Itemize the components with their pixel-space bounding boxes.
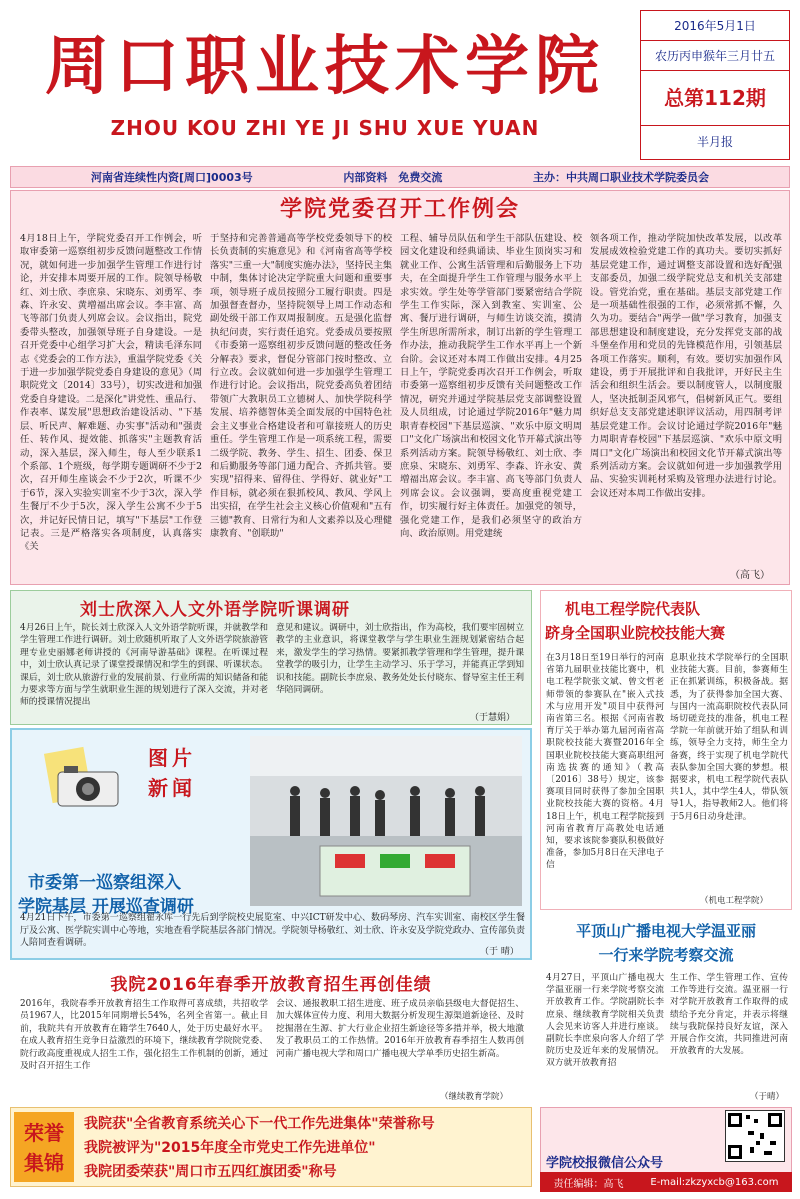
mechatronics-col1: 在3月18日至19日举行的河南省第九届职业技能比赛中，机电工程学院张文斌、曾文哲老师带领的参赛队在"嵌入式技术与应用开发"项目中获得河南省第三名。根据《河南省教育厅关于举办第九届河南省高职院校技能大赛暨2016年全国职业院校技能大赛高职组河南选拔赛的通知》（教高〔2016〕38号）规定，该参赛项目同时获得了参加全国职业院校技能大赛的资格。4月18日上午，机电工程学院接到河南省教育厅高教处电话通知，要求该院参赛队积极做好准备，参加5月8日在天津电子信 (546, 653, 664, 871)
enrollment-col1: 2016年，我院春季开放教育招生工作取得可喜成绩，共招收学员1967人，比2015年同期增长54%，名列全省第一。截止目前，我院共有开放教育在籍学生7640人，处于历史最好水平。在成人教育招生竞争日益激烈的环境下，继续教育学院院党委、院行政高度重视成人招生工作，强化招生工作机制的创新，通过及时召开招生工作 (20, 999, 268, 1072)
publisher: 主办：中共周口职业技术学院委员会 (532, 171, 709, 184)
license-number: 河南省连续性内资[周口]0003号 (91, 171, 253, 184)
teaching-research-byline: （于慧娟） (470, 713, 516, 723)
contact-email[interactable]: E-mail:zkzyxcb@163.com (650, 1176, 779, 1188)
lead-column-4: 领各项工作，推动学院加快改革发展，以改革发展成效检验党建工作的真功夫。要切实抓好基层党建工作，通过调整支部设置和选好配强支部委员，加强二级学院党总支和机关支部建设。管党治党，重在基础。基层支部党建工作是一项基础性很强的工作，必须常抓不懈，久久为功。要结合"两学一做"学习教育，加强支部思想建设和制度建设，充分发挥党支部的战斗堡垒作用和党员的先锋模范作用，引领基层各项工作落实。顺利，有效。要切实加强作风建设，勇于开展批评和自我批评，开好民主生活会和组织生活会。要以制度管人，以制度服人，坚决抵制歪风邪气，倡树新风正气。要组织好总支支部党建述职评议活动，用四制考评基层党建工作。会议讨论通过学院2016年"魅力周职青春校园"下基层巡演、"欢乐中原文明周口"文化广场演出和校园文化节开幕式演出等系列活动方案。会议就如何进一步加强教学用品、实验实训耗材采购及管理办法进行讨论。会议还对本周工作做出安排。 (590, 233, 782, 499)
info-bar (10, 166, 790, 188)
lead-column-2: 于坚持和完善普通高等学校党委领导下的校长负责制的实施意见》和《河南省高等学校落实"三重一大"制度实施办法》，坚持民主集中制，集体讨论决定学院重大问题和重要事项，领导班子成员按照分工履行职责。四是加强督查督办，坚持院领导上周工作动态和副处级干部工作双周报制度。五是强化监督执纪问责，实行责任追究。党委成员要按照《市委第一巡察组初步反馈问题的整改任务分解表》要求，督促分管部门按时整改、立行立改。会议就如何进一步加强学生管理工作进行讨论。会议指出，院党委高负着团结带领广大教职员工立德树人、加快学院科学发展、培养德智体美全面发展的中国特色社会主义事业合格建设者和可靠接班人的历史重任。学生管理工作是一项系统工程，需要二级学院、教务、学生、招生、团委、保卫和后勤服务等部门通力配合、齐抓共管。要实现"招得来、留得住、学得好、就业好"工作目标，就必须在狠抓校风、教风、学风上出实招，在学生社会主义核心价值观和"五有三德"教育、日常行为和人文素养以及心理健康教育、"创联助" (210, 233, 392, 539)
mechatronics-col2: 息职业技术学院举行的全国职业技能大赛。目前，参赛师生正在抓紧训练，积极备战。据悉，为了获得参加全国大赛、与国内一流高职院校代表队同场切磋竞技的准备，机电工程学院一年前就开始了组队和训练，领导全力支持，师生全力备赛，终于实现了机电学院代表队参加全国大赛的梦想。根据要求，机电工程学院代表队共1人，其中学生4人，带队领导1人，指导教师2人。他们将于5月6日动身赴津。 (670, 653, 788, 822)
photo-news-caption: 4月21日下午，市委第一巡察组翟永库一行先后到学院校史展览室、中兴ICT研发中心、数码琴房、汽车实训室、南校区学生餐厅及公寓、医学院实训中心等地，实地查看学院基层各部门情况。学院领导杨敬红、刘士欣、许永安及学院党政办、宣传部负责人陪同查看调研。 (20, 913, 525, 949)
enrollment-col2: 会议、通报教职工招生进度、班子成员亲临县级电大督促招生、加大媒体宣传力度、利用大数据分析发现生源渠道新途径、及时挖掘潜在生源、扩大行业企业招生新途径等多措并举，极大地激发了教职员工的工作热情。2016年开放教育春季招生人数再创河南广播电视大学和周口广播电视大学单季历史招生新高。 (276, 999, 524, 1059)
publish-period: 半月报 (696, 135, 733, 149)
lead-article-title: 学院党委召开工作例会 (279, 196, 520, 222)
honors-list (84, 1112, 530, 1184)
honors-label-2: 集锦 (24, 1151, 64, 1175)
photo-news-label-2: 新闻 (148, 776, 196, 800)
photo-news-byline: （于 晴） (480, 947, 519, 957)
enrollment-title: 我院2016年春季开放教育招生再创佳绩 (110, 975, 432, 995)
issue-date: 2016年5月1日 (641, 11, 789, 41)
wechat-label: 学院校报微信公众号 (546, 1156, 664, 1171)
masthead-title: 周口职业技术学院 (45, 30, 605, 104)
photo-news-label-1: 图片 (148, 746, 196, 770)
radio-tv-byline: （于晴） (750, 1092, 785, 1102)
honors-badge (14, 1112, 74, 1182)
enrollment-byline: （继续教育学院） (440, 1092, 509, 1102)
lunar-date: 农历丙申猴年三月廿五 (641, 41, 789, 71)
honor-item: 我院被评为"2015年度全市党史工作先进单位" (84, 1140, 376, 1156)
lead-column-3: 工程、辅导员队伍和学生干部队伍建设、校园文化建设和经典诵读、毕业生顶岗实习和就业工作、公寓生活管理和后勤服务上下功夫，在全面提升学生工作管理与服务水平上求实效。学生处等学管部门要紧密结合学院学生工作实际，深入到教室、实训室、公寓、餐厅进行调研，与师生访谈交流，摸清学生所思所需所求，制订出新的学生管理工作办法，推动我院学生工作水平再上一个新台阶。会议还对本周工作做出安排。4月25日上午，学院党委再次召开工作例会，听取市委第一巡察组初步反馈有关问题整改工作情况，研究并通过学院基层党支部调整设置及人员组成，讨论通过学院2016年"魅力周职青春校园"下基层巡演、"欢乐中原文明周口"文化广场演出和校园文化节开幕式演出等系列活动方案。院领导杨敬红、刘士欣、李庶泉、宋晓东、刘勇军、李森、许永安、黄増福出席会议。李丰富、高飞等部门负责人列席会议。会议强调，要高度重视党建工作，切实履行好主体责任。加强党的领导，强化党建工作，是我们必须坚守的政治方向、政治原则。用党建统 (400, 233, 582, 539)
inspection-photo (250, 736, 522, 906)
distribution-note: 内部资料 免费交流 (343, 171, 443, 184)
mechatronics-title-1: 机电工程学院代表队 (565, 600, 701, 618)
lead-column-1: 4月18日上午，学院党委召开工作例会，听取审委第一巡察组初步反馈问题整改工作情况，就如何进一步加强学生管理工作进行讨论，并安排本周要开展的工作。院领导杨敬红、刘士欣、李庶泉、宋晓东、刘勇军、李森、许永安、黄増福出席会议。李丰富、高飞等部门负责人列席会议。会议指出，院党委带头整改，加强领导班子自身建设。一是召开党委中心组学习扩大会，精读毛泽东同志《党委会的工作方法》，重温学院党委《关于进一步加强学院党委自身建设的意见》（周职院党文〔2014〕33号），切实改进和加强党委自身建设。二是深化"讲党性、重品行、作表率、谋发展"思想政治建设活动、"下基层、听民声、解难题、办实事"活动和"强责任、转作风、提效能、抓落实"主题教育活动，深入基层，深入师生，每人至少联系1个系部、1个班级，每学期专题调研不少于2次，召开师生座谈会不少于2次，听课不少于6节，深入实验实训室不少于3次，深入学生餐厅不少于5次，深入学生公寓不少于5次，并记好民情日记，填写"下基层"工作登记表。三是严格落实各项制度，认真落实《关 (20, 233, 202, 553)
photo-news-title-2: 学院基层 开展巡查调研 (18, 897, 194, 917)
honor-item: 我院团委荣获"周口市五四红旗团委"称号 (84, 1164, 337, 1180)
radio-tv-title-2: 一行来学院考察交流 (598, 946, 734, 964)
teaching-research-col2: 意见和建议。调研中，刘士欣指出，作为高校，我们要牢固树立教学的主业意识，将课堂教学与学生职业生涯规划紧密结合起来，激发学生的学习热情。要紧抓教学管理和学生管理，提升课堂教学的吸引力，让学生主动学习、乐于学习，并能真正学到知识和技能。副院长李庶泉、教务处处长付晓东、督导室主任王利华陪同调研。 (276, 623, 524, 696)
honors-label-1: 荣誉 (24, 1121, 64, 1145)
masthead-pinyin: ZHOU KOU ZHI YE JI SHU XUE YUAN (110, 116, 540, 140)
issue-info-box (640, 10, 790, 160)
honor-item: 我院获"全省教育系统关心下一代工作先进集体"荣誉称号 (84, 1116, 435, 1132)
radio-tv-title-1: 平顶山广播电视大学温亚丽 (575, 922, 756, 940)
radio-tv-col2: 生工作、学生管理工作、宣传工作等进行交流。温亚丽一行对学院开放教育工作取得的成绩给予充分肯定，并表示将继续与我院保持良好友谊，深入开展合作交流，共同推进河南开放教育的大发展。 (670, 973, 788, 1057)
lead-byline: （高飞） (730, 570, 770, 581)
mechatronics-byline: （机电工程学院） (700, 896, 769, 906)
issue-number: 总第112期 (641, 71, 789, 126)
teaching-research-title: 刘士欣深入人文外语学院听课调研 (80, 600, 350, 620)
photo-news-title-1: 市委第一巡察组深入 (28, 873, 181, 893)
qr-code-icon[interactable] (725, 1110, 785, 1162)
mechatronics-title-2: 跻身全国职业院校技能大赛 (545, 624, 726, 642)
teaching-research-col1: 4月26日上午，院长刘士欣深入人文外语学院听课，并就教学和学生管理工作进行调研。刘士欣随机听取了人文外语学院旅游管理专业史丽娜老师讲授的《河南导游基础》课程。在听课过程中，刘士欣认真记录了课堂授课情况和学生的到课、听课状态。课后，刘士欣从旅游行业的发展前景、行业所需的知识储备和能力要求等方面与学生就职业生涯的规划进行了深入交流，并对老师的授课情况提出 (20, 623, 268, 708)
radio-tv-col1: 4月27日，平顶山广播电视大学温亚丽一行来学院考察交流开放教育工作。学院副院长李庶泉、继续教育学院相关负责人会见来访客人并进行座谈。副院长李庶泉向客人介绍了学院历史及近年来的发展情况。双方就开放教育招 (546, 973, 664, 1069)
camera-icon (40, 742, 130, 812)
footer-bar (540, 1172, 792, 1192)
editor-credit: 责任编辑：高飞 (553, 1178, 624, 1190)
